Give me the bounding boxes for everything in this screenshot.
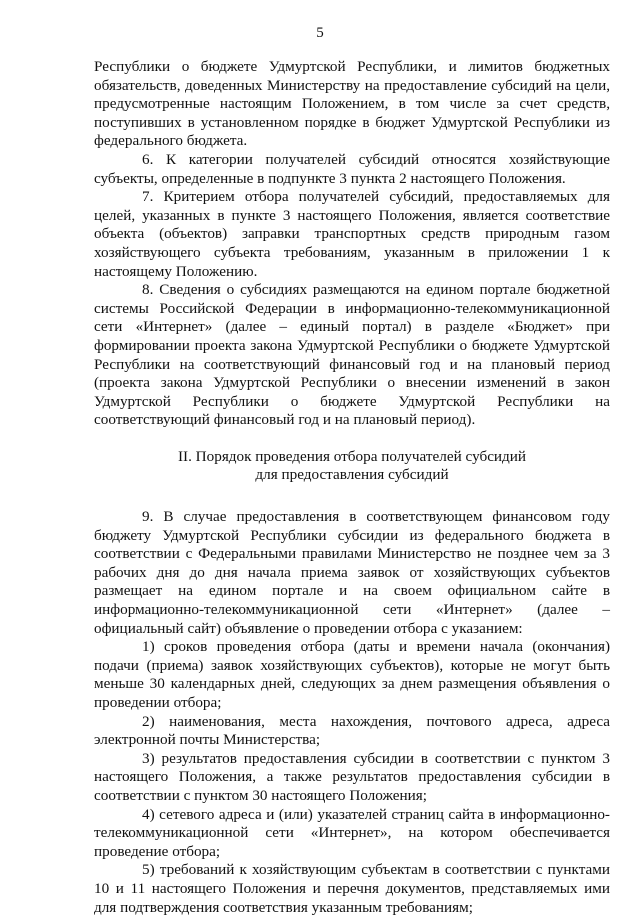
paragraph-8: 8. Сведения о субсидиях размещаются на едином портале бюджетной системы Российской Федерации в информационно-телекоммуникационной сети «Интернет» (далее – единый портал) в разделе «Бюджет» при формировании проекта закона Удмуртской Республики о бюджете Удмуртской Республики на соответствующий финансовый год и на плановый период (проекта закона Удмуртской Республики о внесении изменений в закон Удмуртской Республики о бюджете Удмуртской Республики на соответствующий финансовый год и на плановый период). [94, 281, 610, 429]
list-item-5: 5) требований к хозяйствующим субъектам в соответствии с пунктами 10 и 11 настоящего Положения и перечня документов, представляемых ими для подтверждения соответствия указанным требованиям; [94, 861, 610, 916]
paragraph-9: 9. В случае предоставления в соответствующем финансовом году бюджету Удмуртской Республики субсидии из федерального бюджета в соответствии с Федеральными правилами Министерство не позднее чем за 3 рабочих дня до дня начала приема заявок от хозяйствующих субъектов размещает на едином портале и на своем официальном сайте в информационно-телекоммуникационной сети «Интернет» (далее – официальный сайт) объявление о проведении отбора с указанием: [94, 508, 610, 637]
list-item-2: 2) наименования, места нахождения, почтового адреса, адреса электронной почты Министерства; [94, 712, 610, 749]
section-heading [94, 448, 610, 485]
section-heading-line-2: для предоставления субсидий [255, 466, 449, 484]
paragraph-6: 6. К категории получателей субсидий относятся хозяйствующие субъекты, определенные в подпункте 3 пункта 2 настоящего Положения. [94, 150, 610, 187]
paragraph-7: 7. Критерием отбора получателей субсидий, предоставляемых для целей, указанных в пункте 3 настоящего Положения, является соответствие объекта (объектов) заправки транспортных средств природным газом хозяйствующего субъекта требованиям, указанным в приложении 1 к настоящему Положению. [94, 188, 610, 280]
list-item-3: 3) результатов предоставления субсидии в соответствии с пунктом 3 настоящего Положения, а также результатов предоставления субсидии в соответствии с пунктом 30 настоящего Положения; [94, 749, 610, 804]
list-item-4: 4) сетевого адреса и (или) указателей страниц сайта в информационно-телекоммуникационной сети «Интернет», на котором обеспечивается проведение отбора; [94, 805, 610, 860]
paragraph-continuation: Республики о бюджете Удмуртской Республики, и лимитов бюджетных обязательств, доведенных Министерству на предоставление субсидий на цели, предусмотренные настоящим Положением, в том числе за счет средств, поступивших в установленном порядке в бюджет Удмуртской Республики из федерального бюджета. [94, 58, 610, 150]
page-number: 5 [316, 25, 324, 41]
list-item-1: 1) сроков проведения отбора (даты и времени начала (окончания) подачи (приема) заявок хозяйствующих субъектов), которые не могут быть меньше 30 календарных дней, следующих за днем размещения объявления о проведении отбора; [94, 638, 610, 711]
section-heading-line-1: II. Порядок проведения отбора получателей субсидий [177, 447, 527, 465]
document-body [94, 58, 610, 917]
